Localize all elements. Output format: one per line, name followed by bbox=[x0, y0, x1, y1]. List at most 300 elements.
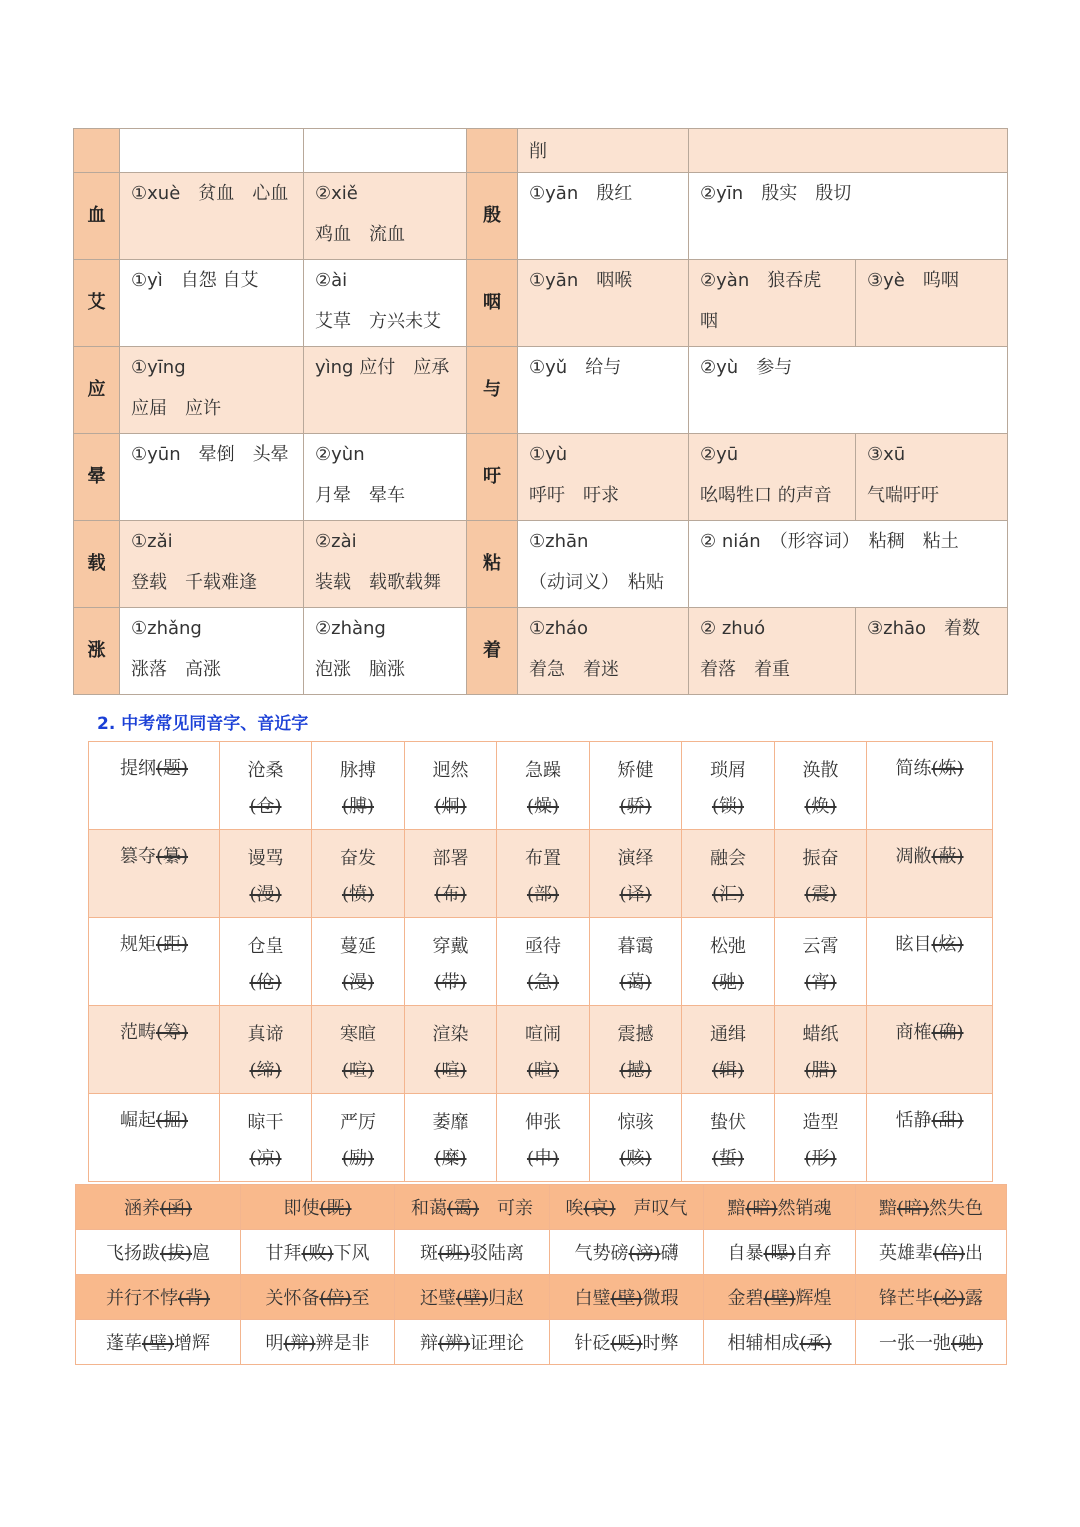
wrong-char: (凉) bbox=[249, 1148, 282, 1169]
homophone-cell bbox=[405, 1094, 497, 1182]
idiom-cell: 黯(暗)然销魂 bbox=[704, 1185, 856, 1230]
reading-line: ①zhān bbox=[529, 531, 589, 552]
homophone-cell bbox=[590, 1094, 682, 1182]
wrong-line bbox=[220, 780, 311, 818]
wrong-char: (急) bbox=[526, 972, 560, 993]
word-line: 恬静(甜) bbox=[895, 1110, 964, 1131]
example-line bbox=[120, 207, 303, 226]
wrong-line bbox=[497, 1132, 589, 1170]
reading-cell bbox=[304, 129, 467, 173]
wrong-line bbox=[497, 780, 589, 818]
homophone-row bbox=[89, 1006, 993, 1094]
wrong-char: (蔼) bbox=[619, 972, 652, 993]
example-line bbox=[120, 294, 303, 313]
wrong-line bbox=[590, 780, 681, 818]
wrong-line bbox=[775, 780, 866, 818]
homophone-cell bbox=[775, 742, 867, 830]
idiom-cell: 斑(班)驳陆离 bbox=[395, 1230, 550, 1275]
example-line: 呼吁 吁求 bbox=[529, 485, 619, 506]
homophone-cell bbox=[312, 1006, 405, 1094]
wrong-char: (贬) bbox=[610, 1333, 643, 1354]
reading-line: ②xiě bbox=[315, 183, 358, 204]
wrong-line bbox=[312, 780, 404, 818]
reading-line: ② nián （形容词） 粘稠 粘土 bbox=[700, 531, 959, 552]
wrong-char: (赅) bbox=[619, 1148, 652, 1169]
polyphone-row bbox=[74, 608, 1008, 695]
wrong-char: (炼) bbox=[931, 758, 964, 779]
homophone-cell bbox=[497, 742, 590, 830]
correct-word: 仓皇 bbox=[247, 936, 284, 957]
idiom-cell: 唉(哀) 声叹气 bbox=[550, 1185, 704, 1230]
correct-word: 谩骂 bbox=[247, 848, 284, 869]
homophone-cell bbox=[312, 918, 405, 1006]
wrong-line bbox=[682, 1132, 774, 1170]
example-line: 应届 应许 bbox=[131, 398, 221, 419]
homophone-cell bbox=[682, 918, 775, 1006]
example-line: 气喘吁吁 bbox=[867, 485, 939, 506]
reading-line bbox=[120, 129, 303, 165]
wrong-char: (译) bbox=[619, 884, 652, 905]
wrong-line bbox=[220, 1044, 311, 1082]
homophone-row bbox=[89, 918, 993, 1006]
homophone-cell bbox=[590, 918, 682, 1006]
reading-cell bbox=[856, 260, 1008, 347]
reading-cell bbox=[304, 434, 467, 521]
reading-cell bbox=[518, 173, 689, 260]
example-line: 吆喝牲口 的声音 bbox=[700, 485, 832, 506]
homophone-cell bbox=[220, 830, 312, 918]
reading-cell bbox=[856, 434, 1008, 521]
reading-cell bbox=[518, 129, 689, 173]
homophone-cell bbox=[405, 742, 497, 830]
correct-word: 急躁 bbox=[525, 760, 561, 781]
wrong-char: (曝) bbox=[763, 1243, 796, 1264]
wrong-char: (掘) bbox=[155, 1110, 189, 1131]
correct-word: 松弛 bbox=[710, 936, 746, 957]
reading-cell bbox=[120, 608, 304, 695]
wrong-line bbox=[682, 956, 774, 994]
reading-line: ②yù 参与 bbox=[700, 357, 793, 378]
example-line: 泡涨 脑涨 bbox=[315, 659, 405, 680]
homophone-cell bbox=[497, 1094, 590, 1182]
reading-line: 削 bbox=[529, 141, 547, 162]
example-line bbox=[120, 468, 303, 487]
polyphone-char: 艾 bbox=[74, 260, 120, 347]
homophone-cell bbox=[867, 742, 993, 830]
reading-cell bbox=[120, 260, 304, 347]
reading-cell bbox=[689, 347, 1008, 434]
word-line: 凋敝(蔽) bbox=[895, 846, 964, 867]
section-heading: 2. 中考常见同音字、音近字 bbox=[97, 714, 309, 734]
idiom-cell: 相辅相成(承) bbox=[704, 1320, 856, 1365]
idiom-cell: 辩(辨)证理论 bbox=[395, 1320, 550, 1365]
wrong-char: (纂) bbox=[155, 846, 189, 867]
reading-line: ②yùn bbox=[315, 444, 365, 465]
wrong-char: (辨) bbox=[437, 1333, 471, 1354]
idiom-cell: 一张一弛(驰) bbox=[856, 1320, 1007, 1365]
correct-word: 部署 bbox=[432, 848, 469, 869]
correct-word: 暮霭 bbox=[617, 936, 654, 957]
wrong-char: (汇) bbox=[711, 884, 745, 905]
wrong-char: (蜇) bbox=[711, 1148, 745, 1169]
homophone-cell bbox=[405, 830, 497, 918]
homophone-cell bbox=[220, 1006, 312, 1094]
reading-line: yìng 应付 应承 bbox=[315, 357, 450, 378]
word-line: 崛起(掘) bbox=[119, 1110, 189, 1131]
polyphone-char: 着 bbox=[467, 608, 518, 695]
homophone-cell bbox=[682, 742, 775, 830]
reading-line: ①zǎi bbox=[131, 531, 173, 552]
reading-cell bbox=[120, 434, 304, 521]
reading-cell bbox=[689, 521, 1008, 608]
homophone-cell bbox=[867, 830, 993, 918]
wrong-char: (壁) bbox=[141, 1333, 175, 1354]
reading-line: ①yì 自怨 自艾 bbox=[131, 270, 259, 291]
homophone-row bbox=[89, 742, 993, 830]
correct-word: 伸张 bbox=[525, 1112, 561, 1133]
homophone-cell bbox=[312, 742, 405, 830]
homophone-cell bbox=[89, 1094, 220, 1182]
wrong-char: (炯) bbox=[434, 796, 467, 817]
correct-word: 寒暄 bbox=[340, 1024, 376, 1045]
wrong-line bbox=[775, 1044, 866, 1082]
reading-cell bbox=[689, 434, 856, 521]
idiom-cell: 飞扬跋(拔)扈 bbox=[76, 1230, 241, 1275]
reading-line: ①yān 咽喉 bbox=[529, 270, 633, 291]
idiom-cell: 甘拜(败)下风 bbox=[241, 1230, 395, 1275]
reading-cell bbox=[304, 608, 467, 695]
idiom-cell: 明(辩)辨是非 bbox=[241, 1320, 395, 1365]
wrong-char: (糜) bbox=[434, 1148, 467, 1169]
wrong-line bbox=[220, 1132, 311, 1170]
homophone-row bbox=[89, 1094, 993, 1182]
wrong-char: (暄) bbox=[526, 1060, 560, 1081]
polyphone-char bbox=[74, 129, 120, 173]
wrong-char: (愤) bbox=[341, 884, 375, 905]
wrong-char: (霭) bbox=[446, 1198, 480, 1219]
reading-cell bbox=[518, 521, 689, 608]
homophone-cell bbox=[590, 1006, 682, 1094]
wrong-line bbox=[497, 868, 589, 906]
idiom-cell: 金碧(壁)辉煌 bbox=[704, 1275, 856, 1320]
word-line: 篡夺(纂) bbox=[119, 846, 189, 867]
wrong-char: (辑) bbox=[711, 1060, 745, 1081]
word-line: 商榷(确) bbox=[895, 1022, 964, 1043]
reading-cell bbox=[689, 129, 1008, 173]
wrong-char: (漫) bbox=[249, 884, 282, 905]
wrong-line bbox=[220, 868, 311, 906]
wrong-char: (确) bbox=[931, 1022, 964, 1043]
correct-word: 严厉 bbox=[340, 1112, 376, 1133]
idiom-cell: 白璧(壁)微瑕 bbox=[550, 1275, 704, 1320]
example-line bbox=[518, 207, 688, 226]
idiom-cell: 气势磅(滂)礴 bbox=[550, 1230, 704, 1275]
homophone-cell bbox=[682, 1094, 775, 1182]
wrong-char: (骄) bbox=[619, 796, 652, 817]
homophone-table bbox=[88, 741, 993, 1182]
reading-cell bbox=[518, 347, 689, 434]
homophone-cell bbox=[405, 918, 497, 1006]
wrong-char: (必) bbox=[932, 1288, 966, 1309]
reading-line: ①xuè 贫血 心血 bbox=[131, 183, 289, 204]
wrong-char: (申) bbox=[526, 1148, 560, 1169]
wrong-char: (函) bbox=[159, 1198, 193, 1219]
reading-line: ①yīng bbox=[131, 357, 186, 378]
wrong-char: (倍) bbox=[932, 1243, 966, 1264]
wrong-char: (布) bbox=[434, 884, 467, 905]
correct-word: 通缉 bbox=[710, 1024, 746, 1045]
idiom-cell: 还璧(壁)归赵 bbox=[395, 1275, 550, 1320]
polyphone-row bbox=[74, 434, 1008, 521]
example-line bbox=[518, 294, 688, 313]
example-line bbox=[518, 381, 688, 400]
reading-line bbox=[304, 129, 466, 165]
wrong-char: (班) bbox=[437, 1243, 471, 1264]
example-line: 登载 千载难逢 bbox=[131, 572, 257, 593]
correct-word: 惊骇 bbox=[617, 1112, 654, 1133]
correct-word: 亟待 bbox=[525, 936, 561, 957]
reading-cell bbox=[120, 347, 304, 434]
wrong-line bbox=[312, 956, 404, 994]
reading-line: ①yù bbox=[529, 444, 568, 465]
correct-word: 震撼 bbox=[617, 1024, 654, 1045]
wrong-line bbox=[405, 1132, 496, 1170]
correct-word: 融会 bbox=[710, 848, 746, 869]
wrong-char: (带) bbox=[434, 972, 467, 993]
homophone-cell bbox=[89, 918, 220, 1006]
word-line: 眩目(炫) bbox=[895, 934, 964, 955]
example-line bbox=[689, 207, 1007, 226]
homophone-cell bbox=[775, 918, 867, 1006]
reading-cell bbox=[689, 608, 856, 695]
wrong-line bbox=[682, 1044, 774, 1082]
correct-word: 云霄 bbox=[802, 936, 839, 957]
wrong-char: (蔽) bbox=[931, 846, 964, 867]
correct-word: 喧闹 bbox=[525, 1024, 561, 1045]
homophone-cell bbox=[497, 1006, 590, 1094]
wrong-char: (喧) bbox=[341, 1060, 375, 1081]
correct-word: 脉搏 bbox=[340, 760, 376, 781]
wrong-line bbox=[682, 868, 774, 906]
wrong-char: (题) bbox=[155, 758, 189, 779]
wrong-char: (暗) bbox=[896, 1198, 930, 1219]
idiom-cell: 英雄辈(倍)出 bbox=[856, 1230, 1007, 1275]
correct-word: 布置 bbox=[525, 848, 561, 869]
correct-word: 演绎 bbox=[617, 848, 654, 869]
reading-cell bbox=[518, 434, 689, 521]
example-line bbox=[856, 642, 1007, 661]
homophone-cell bbox=[867, 918, 993, 1006]
wrong-char: (震) bbox=[804, 884, 837, 905]
wrong-char: (拔) bbox=[159, 1243, 193, 1264]
word-line: 规矩(距) bbox=[119, 934, 189, 955]
example-line: 月晕 晕车 bbox=[315, 485, 405, 506]
reading-line: ①yǔ 给与 bbox=[529, 357, 622, 378]
reading-cell bbox=[120, 521, 304, 608]
example-line bbox=[856, 294, 1007, 313]
wrong-char: (形) bbox=[804, 1148, 837, 1169]
reading-line: ②yàn 狼吞虎 bbox=[700, 270, 822, 291]
homophone-cell bbox=[775, 1094, 867, 1182]
wrong-line bbox=[312, 868, 404, 906]
homophone-cell bbox=[220, 1094, 312, 1182]
correct-word: 涣散 bbox=[802, 760, 839, 781]
idiom-row bbox=[76, 1185, 1007, 1230]
wrong-char: (锁) bbox=[711, 796, 745, 817]
polyphone-table bbox=[73, 128, 1008, 695]
correct-word: 奋发 bbox=[340, 848, 376, 869]
wrong-line bbox=[312, 1044, 404, 1082]
polyphone-char: 吁 bbox=[467, 434, 518, 521]
homophone-cell bbox=[497, 830, 590, 918]
wrong-char: (漫) bbox=[341, 972, 375, 993]
polyphone-char: 与 bbox=[467, 347, 518, 434]
wrong-char: (伧) bbox=[249, 972, 282, 993]
correct-word: 沧桑 bbox=[247, 760, 284, 781]
homophone-cell bbox=[590, 742, 682, 830]
reading-line bbox=[689, 129, 1007, 165]
homophone-cell bbox=[312, 1094, 405, 1182]
polyphone-char bbox=[467, 129, 518, 173]
homophone-cell bbox=[775, 830, 867, 918]
wrong-char: (辩) bbox=[283, 1333, 316, 1354]
reading-line: ②zài bbox=[315, 531, 357, 552]
homophone-cell bbox=[312, 830, 405, 918]
polyphone-char: 殷 bbox=[467, 173, 518, 260]
polyphone-char: 晕 bbox=[74, 434, 120, 521]
homophone-row bbox=[89, 830, 993, 918]
homophone-cell bbox=[405, 1006, 497, 1094]
homophone-cell bbox=[89, 742, 220, 830]
wrong-char: (背) bbox=[177, 1288, 211, 1309]
example-line: 咽 bbox=[700, 311, 718, 332]
idiom-cell: 自暴(曝)自弃 bbox=[704, 1230, 856, 1275]
reading-line: ③zhāo 着数 bbox=[867, 618, 981, 639]
example-line: 涨落 高涨 bbox=[131, 659, 221, 680]
example-line: 装载 载歌载舞 bbox=[315, 572, 441, 593]
wrong-line bbox=[497, 1044, 589, 1082]
idiom-cell: 蓬荜(壁)增辉 bbox=[76, 1320, 241, 1365]
reading-cell bbox=[304, 347, 467, 434]
correct-word: 迥然 bbox=[432, 760, 469, 781]
idiom-cell: 关怀备(倍)至 bbox=[241, 1275, 395, 1320]
example-line: 鸡血 流血 bbox=[315, 224, 405, 245]
wrong-line bbox=[590, 868, 681, 906]
correct-word: 蔓延 bbox=[340, 936, 376, 957]
wrong-line bbox=[590, 956, 681, 994]
reading-line: ①yūn 晕倒 头晕 bbox=[131, 444, 289, 465]
wrong-char: (喧) bbox=[434, 1060, 467, 1081]
homophone-cell bbox=[682, 830, 775, 918]
correct-word: 振奋 bbox=[802, 848, 839, 869]
idiom-cell: 针砭(贬)时弊 bbox=[550, 1320, 704, 1365]
reading-line: ②yīn 殷实 殷切 bbox=[700, 183, 852, 204]
reading-line: ②ài bbox=[315, 270, 348, 291]
wrong-char: (腊) bbox=[804, 1060, 837, 1081]
polyphone-char: 载 bbox=[74, 521, 120, 608]
wrong-line bbox=[682, 780, 774, 818]
wrong-char: (既) bbox=[319, 1198, 352, 1219]
polyphone-char: 应 bbox=[74, 347, 120, 434]
correct-word: 渲染 bbox=[432, 1024, 469, 1045]
wrong-char: (驰) bbox=[711, 972, 745, 993]
correct-word: 真谛 bbox=[247, 1024, 284, 1045]
wrong-line bbox=[590, 1044, 681, 1082]
reading-cell bbox=[120, 129, 304, 173]
homophone-cell bbox=[682, 1006, 775, 1094]
wrong-line bbox=[405, 1044, 496, 1082]
wrong-line bbox=[497, 956, 589, 994]
wrong-line bbox=[775, 956, 866, 994]
word-line: 范畴(筹) bbox=[119, 1022, 189, 1043]
idiom-row bbox=[76, 1275, 1007, 1320]
reading-line: ③yè 呜咽 bbox=[867, 270, 959, 291]
reading-line: ② zhuó bbox=[700, 618, 766, 639]
wrong-char: (驰) bbox=[950, 1333, 984, 1354]
wrong-line bbox=[775, 1132, 866, 1170]
reading-cell bbox=[518, 260, 689, 347]
idiom-cell: 并行不悖(背) bbox=[76, 1275, 241, 1320]
reading-cell bbox=[304, 260, 467, 347]
correct-word: 蛰伏 bbox=[710, 1112, 746, 1133]
polyphone-char: 粘 bbox=[467, 521, 518, 608]
wrong-char: (炫) bbox=[931, 934, 964, 955]
wrong-line bbox=[312, 1132, 404, 1170]
idiom-cell: 锋芒毕(必)露 bbox=[856, 1275, 1007, 1320]
wrong-char: (距) bbox=[155, 934, 189, 955]
example-line: （动词义） 粘贴 bbox=[529, 572, 664, 593]
idiom-table bbox=[75, 1184, 1007, 1365]
wrong-line bbox=[220, 956, 311, 994]
correct-word: 穿戴 bbox=[432, 936, 469, 957]
reading-line: ②yū bbox=[700, 444, 739, 465]
wrong-char: (仓) bbox=[249, 796, 282, 817]
reading-line: ③xū bbox=[867, 444, 906, 465]
example-line: 着落 着重 bbox=[700, 659, 790, 680]
homophone-cell bbox=[867, 1094, 993, 1182]
homophone-cell bbox=[89, 830, 220, 918]
idiom-row bbox=[76, 1230, 1007, 1275]
reading-cell bbox=[304, 173, 467, 260]
wrong-char: (缔) bbox=[249, 1060, 282, 1081]
correct-word: 琐屑 bbox=[710, 760, 746, 781]
example-line bbox=[304, 381, 466, 400]
wrong-char: (焕) bbox=[804, 796, 837, 817]
polyphone-row bbox=[74, 129, 1008, 173]
homophone-cell bbox=[89, 1006, 220, 1094]
idiom-cell: 即使(既) bbox=[241, 1185, 395, 1230]
wrong-char: (宵) bbox=[804, 972, 837, 993]
reading-cell bbox=[120, 173, 304, 260]
wrong-char: (滂) bbox=[628, 1243, 661, 1264]
homophone-cell bbox=[220, 742, 312, 830]
wrong-char: (壁) bbox=[455, 1288, 489, 1309]
example-line: 艾草 方兴未艾 bbox=[315, 311, 441, 332]
wrong-char: (承) bbox=[799, 1333, 832, 1354]
wrong-char: (部) bbox=[526, 884, 560, 905]
reading-cell bbox=[689, 173, 1008, 260]
correct-word: 造型 bbox=[802, 1112, 839, 1133]
wrong-char: (败) bbox=[301, 1243, 334, 1264]
wrong-char: (膊) bbox=[341, 796, 375, 817]
reading-cell bbox=[689, 260, 856, 347]
wrong-char: (燥) bbox=[526, 796, 560, 817]
homophone-cell bbox=[590, 830, 682, 918]
reading-cell bbox=[304, 521, 467, 608]
idiom-cell: 涵养(函) bbox=[76, 1185, 241, 1230]
word-line: 简练(炼) bbox=[895, 758, 964, 779]
homophone-cell bbox=[867, 1006, 993, 1094]
